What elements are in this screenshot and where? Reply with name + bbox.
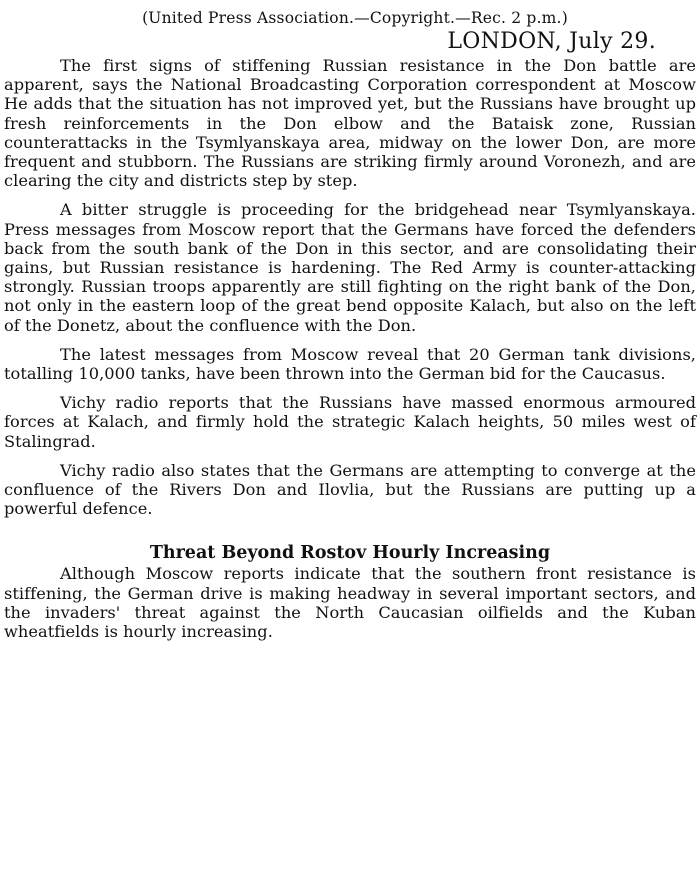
section-subheading: Threat Beyond Rostov Hourly Increasing [149, 543, 551, 564]
article-paragraph-1: The first signs of stiffening Russian resistance in the Don battle are apparent, says the National Broadcasting Corporation correspondent at Moscow He adds that the situation has not improved yet, but the Russians have brought up fresh reinforcements in the Don elbow and the Bataisk zone, Russian counterattacks in the Tsymlyanskaya area, midway on the lower Don, are more frequent and stubborn. The Russians are striking firmly around Voronezh, and are clearing the city and districts step by step. [4, 56, 696, 191]
article-paragraph-6: Although Moscow reports indicate that the southern front resistance is stiffening, the German drive is making headway in several important sectors, and the invaders' threat against the North Caucasian oilfields and the Kuban wheatfields is hourly increasing. [4, 564, 696, 642]
wire-credit: (United Press Association.—Copyright.—Rec. 2 p.m.) [142, 9, 568, 27]
article-paragraph-5: Vichy radio also states that the Germans are attempting to converge at the confluence of the Rivers Don and Ilovlia, but the Russians are putting up a powerful defence. [4, 460, 696, 519]
article-paragraph-2: A bitter struggle is proceeding for the bridgehead near Tsymlyanskaya. Press messages from Moscow report that the Germans have forced the defenders back from the south bank of the Don in this sector, and are consolidating their gains, but Russian resistance is hardening. The Red Army is counter-attacking strongly. Russian troops apparently are still fighting on the right bank of the Don, not only in the eastern loop of the great bend opposite Kalach, but also on the left of the Donetz, about the confluence with the Don. [4, 200, 696, 335]
article-paragraph-3: The latest messages from Moscow reveal that 20 German tank divisions, totalling 10,000 tanks, have been thrown into the German bid for the Caucasus. [4, 344, 696, 384]
article-paragraph-4: Vichy radio reports that the Russians have massed enormous armoured forces at Kalach, and firmly hold the strategic Kalach heights, 50 miles west of Stalingrad. [4, 393, 696, 451]
dateline: LONDON, July 29. [447, 29, 656, 54]
